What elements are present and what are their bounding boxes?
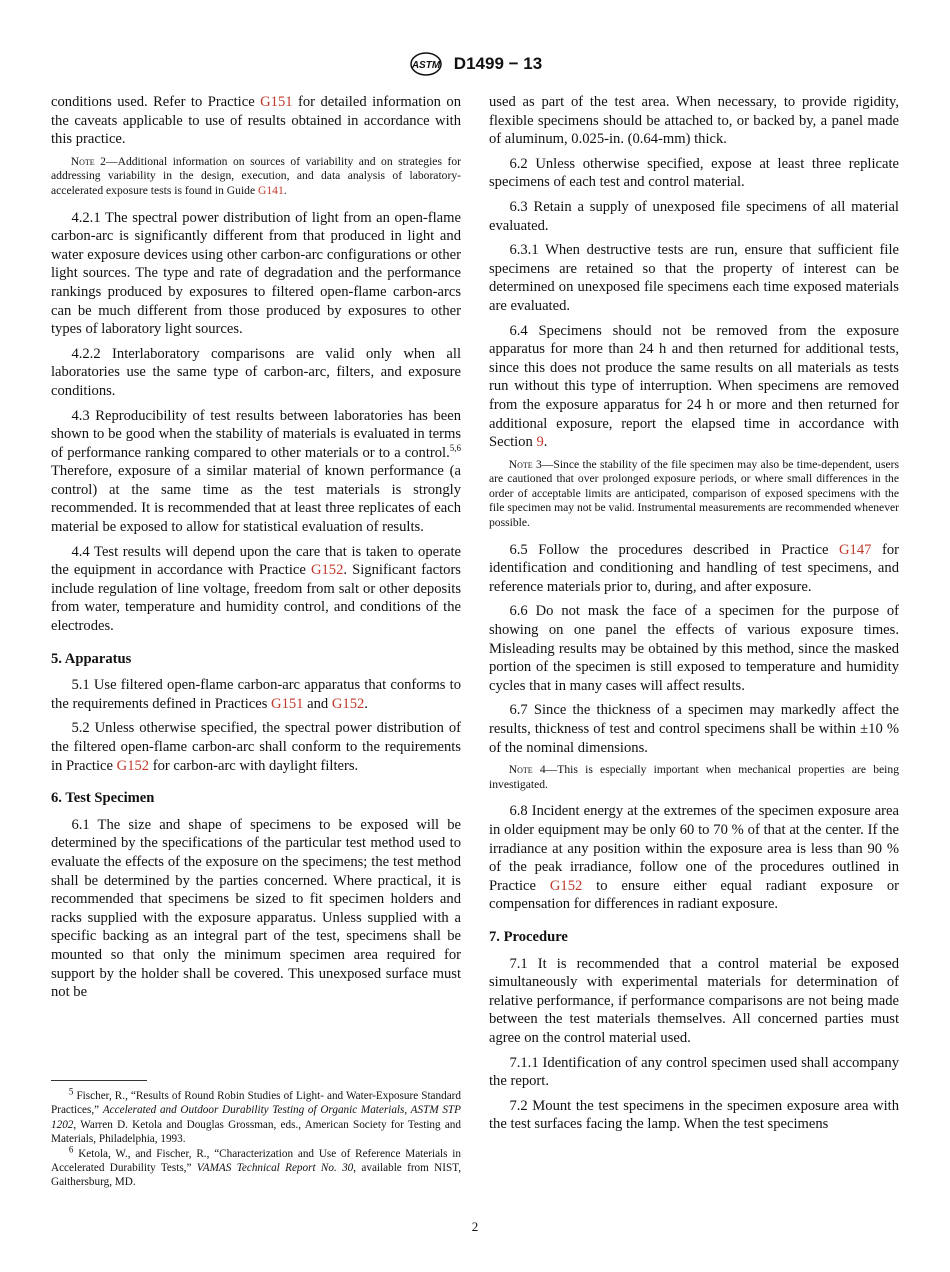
footnote-5: $^5$ Fischer, R., “Results of Round Robin Studies of Light- and Water-Exposure Standard Practices,” Accelerated and Outdoor Durability Testing of Organic Materials, ASTM STP 1202, Warren D. Ketola and Douglas Grossman, eds., American Society for Testing and Materials, Philadelphia, 1993. xyxy=(51,1086,461,1146)
link-g152[interactable]: G152 xyxy=(310,562,344,579)
link-g151[interactable]: G151 xyxy=(260,94,293,110)
paragraph-4-2-2: 4.2.2 Interlaboratory comparisons are valid only when all laboratories use the same type of carbon-arc, filters, and exposure conditions. xyxy=(51,345,461,399)
paragraph-6-3: 6.3 Retain a supply of unexposed file specimens of all material evaluated. xyxy=(489,198,899,234)
paragraph-4-4: 4.4 Test results will depend upon the care that is taken to operate the equipment in accordance with Practice G152. Significant factors include regulation of line voltage, freedom from salt or other deposits from water, temperature and humidity control, and conditions of the electrodes. xyxy=(51,543,461,635)
right-column xyxy=(489,93,899,1140)
section-heading-procedure: 7. Procedure xyxy=(489,928,568,945)
paragraph-6-6: 6.6 Do not mask the face of a specimen for the purpose of showing on one panel the effects of various exposure times. Misleading results may be obtained by this method, since the masked portion of the specimen is still exposed to temperature and humidity cycles that in many cases will affect results. xyxy=(489,603,899,694)
page-number: 2 xyxy=(471,1219,479,1234)
paragraph-6-8: 6.8 Incident energy at the extremes of the specimen exposure area in older equipment may be only 60 to 70 % of that at the center. If the irradiance at any position within the exposure area is less than 90 % of the peak irradiance, follow one of the procedures outlined in Practice G152 to ensure either equal radiant exposure or compensation for differences in radiant exposure. xyxy=(489,803,899,913)
page-header xyxy=(0,52,950,82)
link-g152[interactable]: G152 xyxy=(331,695,365,712)
paragraph-continuation: used as part of the test area. When necessary, to provide rigidity, flexible specimens should be attached to, or backed by, a panel made of aluminum, 0.025-in. (0.64-mm) thick. xyxy=(489,94,899,148)
link-g151[interactable]: G151 xyxy=(271,695,304,712)
paragraph-6-5: 6.5 Follow the procedures described in Practice G147 for identification and conditioning and handling of test specimens, and reference materials prior to, during, and after exposure. xyxy=(489,541,899,595)
paragraph-6-2: 6.2 Unless otherwise specified, expose at least three replicate specimens of each test and control material. xyxy=(489,155,899,191)
paragraph-7-1: 7.1 It is recommended that a control material be exposed simultaneously with experimental materials for determination of relative performance, if performance comparisons are not being made between the test materials themselves. All concerned parties must agree on the control material used. xyxy=(489,955,899,1046)
footnote-rule xyxy=(51,1080,147,1081)
paragraph-continuation: conditions used. Refer to Practice G151 for detailed information on the caveats applicable to use of results obtained in accordance with this practice. xyxy=(51,94,461,148)
section-heading-apparatus: 5. Apparatus xyxy=(51,650,132,667)
paragraph-7-2: 7.2 Mount the test specimens in the specimen exposure area with the test surfaces facing the lamp. When the test specimens xyxy=(489,1097,899,1133)
paragraph-4-2-1: 4.2.1 The spectral power distribution of light from an open-flame carbon-arc is significantly different from that produced in light and water exposure devices using other carbon-arc configurations or other light sources. The type and rate of degradation and the performance rankings produced by exposures to filtered open-flame carbon-arcs can be much different from those produced by exposures to other types of laboratory light sources. xyxy=(51,209,461,338)
document-designation: D1499 − 13 xyxy=(453,54,543,73)
footnotes xyxy=(51,1080,461,1190)
paragraph-6-4: 6.4 Specimens should not be removed from the exposure apparatus for more than 24 h and then returned for additional tests, since this does not produce the same results on all materials as tests run without this type of interruption. When specimens are removed from the exposure apparatus for 24 h or more and then returned for additional exposure, report the elapsed time in accordance with Section 9. xyxy=(489,322,899,451)
link-g141[interactable]: G141 xyxy=(258,183,284,197)
left-column xyxy=(51,93,461,1008)
section-heading-test-specimen: 6. Test Specimen xyxy=(51,790,155,807)
paragraph-7-1-1: 7.1.1 Identification of any control specimen used shall accompany the report. xyxy=(489,1054,899,1090)
paragraph-4-3: 4.3 Reproducibility of test results between laboratories has been shown to be good when the stability of materials is evaluated in terms of performance ranking compared to other materials or to a control.$^{5,6}$ Therefore, exposure of a similar material of known performance (a control) at the same time as the test materials is strongly recommended. It is recommended that at least three replicates of each material be exposed to allow for statistical evaluation of results. xyxy=(51,407,461,536)
paragraph-6-7: 6.7 Since the thickness of a specimen may markedly affect the results, thickness of test and control specimens shall be within ±10 % of the nominal dimensions. xyxy=(489,702,899,756)
paragraph-6-3-1: 6.3.1 When destructive tests are run, ensure that sufficient file specimens are retained so that the property of interest can be determined on unexposed file specimens each time exposed materials are evaluated. xyxy=(489,242,899,314)
astm-logo-icon xyxy=(408,52,444,76)
paragraph-6-1: 6.1 The size and shape of specimens to be exposed will be determined by the specifications of the particular test method used to evaluate the effects of the exposure on the specimens; the test method shall be determined by the parties concerned. Where practical, it is recommended that specimens be sized to fit specimen holders and racks supplied with the exposure apparatus. Unless supplied with a specific backing as an integral part of the test, specimens shall be mounted so that only the minimum specimen area required for support by the holder shall be covered. This unexposed surface must not be xyxy=(51,816,461,1001)
link-g152[interactable]: G152 xyxy=(549,877,583,894)
footnote-ref[interactable]: 5,6 xyxy=(449,442,461,453)
paragraph-5-2: 5.2 Unless otherwise specified, the spectral power distribution of the filtered open-flame carbon-arc shall conform to the requirements in Practice G152 for carbon-arc with daylight filters. xyxy=(51,720,461,774)
link-section-9[interactable]: 9 xyxy=(536,434,544,451)
paragraph-5-1: 5.1 Use filtered open-flame carbon-arc apparatus that conforms to the requirements defined in Practices G151 and G152. xyxy=(51,677,461,712)
footnote-6: $^6$ Ketola, W., and Fischer, R., “Characterization and Use of Reference Materials in Accelerated Durability Tests,” VAMAS Technical Report No. 30, available from NIST, Gaithersburg, MD. xyxy=(51,1143,461,1189)
note-4: Note 4—This is especially important when mechanical properties are being investigated. xyxy=(489,763,899,791)
note-2: Note 2—Additional information on sources of variability and on strategies for addressing variability in the design, execution, and data analysis of laboratory-accelerated exposure tests is found in Guide G141. xyxy=(51,154,462,197)
link-g152[interactable]: G152 xyxy=(116,757,150,774)
note-3: Note 3—Since the stability of the file specimen may also be time-dependent, users are cautioned that over prolonged exposure periods, or where small differences in the order of acceptable limits are anticipated, comparison of exposed specimens with the file specimen may not be valid. Instrumental measurements are recommended whenever possible. xyxy=(489,457,899,530)
link-g147[interactable]: G147 xyxy=(838,541,872,558)
svg-text:ASTM: ASTM xyxy=(411,60,440,71)
